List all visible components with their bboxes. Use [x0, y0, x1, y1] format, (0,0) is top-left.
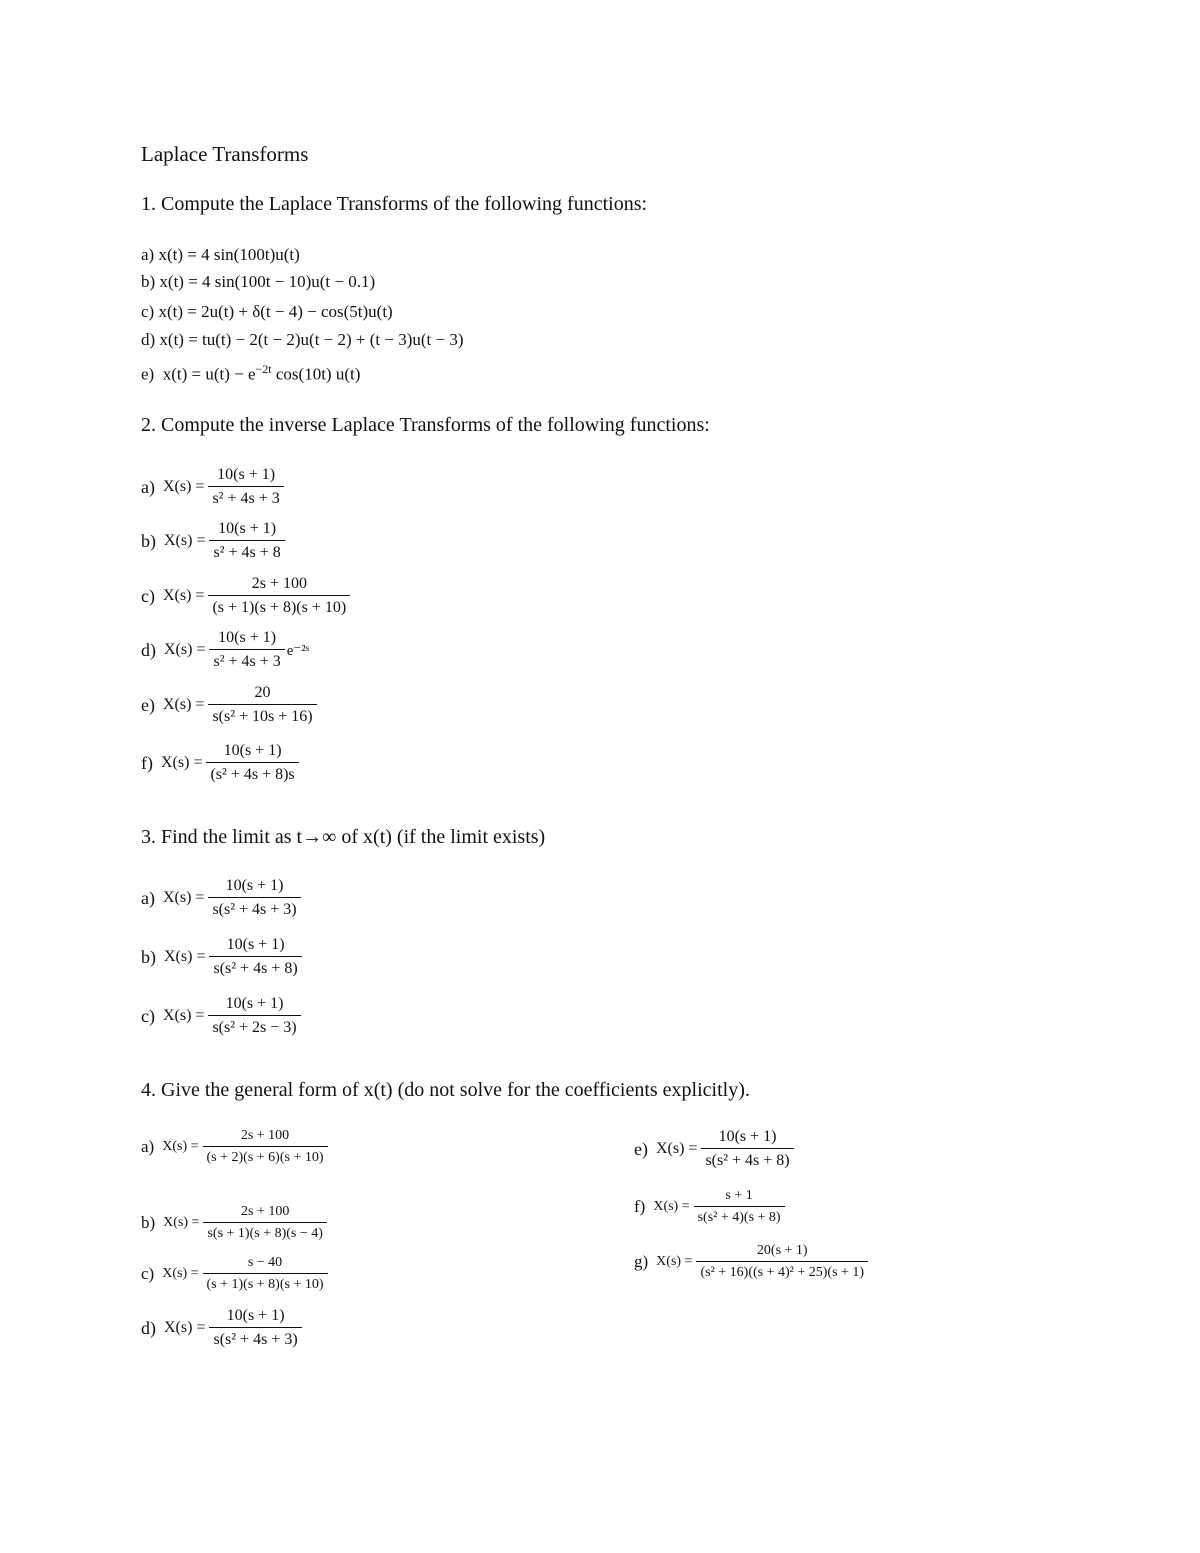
q4-item-g-label: g)	[634, 1252, 649, 1271]
q2-item-b-fraction	[209, 520, 284, 562]
q2-item-a-label: a)	[141, 476, 155, 497]
q4-item-c-lhs: X(s) =	[162, 1266, 199, 1281]
q2-item-c	[141, 575, 350, 617]
denominator: s(s² + 4s + 8)	[701, 1148, 793, 1170]
q4-item-f	[634, 1188, 785, 1226]
numerator: 2s + 100	[240, 1128, 290, 1143]
q4-item-b-fraction	[203, 1204, 326, 1242]
q4-item-a	[141, 1128, 328, 1166]
numerator: 20	[254, 684, 271, 701]
q2-item-c-label: c)	[141, 585, 155, 606]
numerator: 2s + 100	[251, 575, 307, 592]
q1-item-e-pre: x(t) = u(t) − e	[162, 364, 256, 384]
numerator: 10(s + 1)	[218, 520, 277, 537]
denominator: s(s² + 4)(s + 8)	[694, 1206, 785, 1226]
q2-item-c-fraction	[208, 575, 350, 617]
q2-heading: 2. Compute the inverse Laplace Transforms of the following functions:	[141, 414, 710, 436]
q3-item-a-lhs: X(s) =	[162, 889, 205, 906]
q4-item-f-lhs: X(s) =	[653, 1199, 690, 1214]
q1-item-c: c) x(t) = 2u(t) + δ(t − 4) − cos(5t)u(t)	[141, 302, 393, 321]
denominator: (s² + 4s + 8)s	[206, 762, 298, 784]
q1-item-a: a) x(t) = 4 sin(100t)u(t)	[141, 245, 300, 264]
q2-item-d-exp-factor: e⁻²ˢ	[286, 642, 310, 659]
q4-item-f-fraction	[694, 1188, 785, 1226]
numerator: 10(s + 1)	[226, 1307, 285, 1324]
numerator: s + 1	[725, 1188, 753, 1203]
q4-item-d-lhs: X(s) =	[164, 1319, 206, 1336]
q3-item-a-label: a)	[141, 887, 155, 908]
q3-item-c-lhs: X(s) =	[162, 1007, 205, 1024]
page-title: Laplace Transforms	[141, 142, 309, 166]
denominator: s² + 4s + 3	[209, 649, 284, 671]
q1-item-e-post: cos(10t) u(t)	[271, 364, 361, 384]
q1-item-e-label: e)	[141, 364, 155, 384]
q2-item-b	[141, 520, 285, 562]
q2-item-e-label: e)	[141, 694, 155, 715]
q4-item-a-label: a)	[141, 1137, 155, 1156]
q1-heading: 1. Compute the Laplace Transforms of the following functions:	[141, 193, 648, 215]
q2-item-e	[141, 684, 317, 726]
denominator: (s + 2)(s + 6)(s + 10)	[203, 1146, 328, 1166]
q4-item-e-fraction	[701, 1128, 793, 1170]
q4-item-g-fraction	[696, 1243, 868, 1281]
denominator: s(s² + 4s + 8)	[209, 956, 301, 978]
q4-item-d	[141, 1307, 302, 1349]
denominator: s(s + 1)(s + 8)(s − 4)	[203, 1222, 326, 1242]
numerator: 2s + 100	[241, 1204, 290, 1219]
q3-item-b-label: b)	[141, 946, 156, 967]
numerator: 10(s + 1)	[225, 877, 284, 894]
q2-item-d	[141, 629, 309, 671]
q3-item-c	[141, 995, 301, 1037]
q3-item-b	[141, 936, 302, 978]
q4-heading: 4. Give the general form of x(t) (do not solve for the coefficients explicitly).	[141, 1079, 750, 1101]
numerator: 10(s + 1)	[217, 466, 276, 483]
q1-item-e-exponent: −2t	[255, 362, 272, 376]
q2-item-d-fraction	[209, 629, 284, 671]
q3-item-b-fraction	[209, 936, 301, 978]
q4-item-g	[634, 1243, 868, 1281]
q3-item-a-fraction	[208, 877, 300, 919]
q3-heading: 3. Find the limit as t→∞ of x(t) (if the limit exists)	[141, 826, 546, 848]
numerator: 20(s + 1)	[756, 1243, 808, 1258]
q4-item-f-label: f)	[634, 1197, 646, 1216]
q2-item-c-lhs: X(s) =	[162, 587, 205, 604]
q3-item-c-fraction	[208, 995, 300, 1037]
denominator: s² + 4s + 3	[208, 486, 283, 508]
numerator: 10(s + 1)	[225, 995, 284, 1012]
q2-item-d-lhs: X(s) =	[164, 641, 206, 658]
denominator: s(s² + 2s − 3)	[208, 1015, 300, 1037]
q4-item-e-label: e)	[634, 1138, 648, 1159]
q4-item-e-lhs: X(s) =	[655, 1140, 698, 1157]
q1-item-e	[141, 362, 360, 385]
numerator: 10(s + 1)	[218, 629, 277, 646]
q4-item-a-lhs: X(s) =	[162, 1139, 199, 1154]
q2-item-f-fraction	[206, 742, 298, 784]
q4-item-c-fraction	[203, 1255, 328, 1293]
q1-item-d: d) x(t) = tu(t) − 2(t − 2)u(t − 2) + (t − 3)u(t − 3)	[141, 330, 464, 349]
q4-item-e	[634, 1128, 794, 1170]
q2-item-e-fraction	[208, 684, 316, 726]
q4-item-d-fraction	[209, 1307, 301, 1349]
denominator: s(s² + 4s + 3)	[208, 897, 300, 919]
q2-item-a	[141, 466, 284, 508]
q4-item-d-label: d)	[141, 1317, 156, 1338]
q2-item-f-lhs: X(s) =	[161, 754, 203, 771]
q3-item-c-label: c)	[141, 1005, 155, 1026]
q2-item-f	[141, 742, 299, 784]
denominator: s² + 4s + 8	[209, 540, 284, 562]
q2-item-a-lhs: X(s) =	[162, 478, 205, 495]
q3-item-b-lhs: X(s) =	[164, 948, 206, 965]
q4-item-c	[141, 1255, 328, 1293]
q2-item-a-fraction	[208, 466, 283, 508]
q4-item-b-lhs: X(s) =	[163, 1215, 200, 1230]
denominator: s(s² + 4s + 3)	[209, 1327, 301, 1349]
q4-item-a-fraction	[203, 1128, 328, 1166]
q4-item-g-lhs: X(s) =	[656, 1254, 693, 1269]
denominator: (s + 1)(s + 8)(s + 10)	[203, 1273, 328, 1293]
numerator: 10(s + 1)	[223, 742, 282, 759]
q2-item-d-label: d)	[141, 639, 156, 660]
denominator: (s² + 16)((s + 4)² + 25)(s + 1)	[696, 1261, 868, 1281]
q4-item-c-label: c)	[141, 1264, 155, 1283]
denominator: (s + 1)(s + 8)(s + 10)	[208, 595, 350, 617]
numerator: 10(s + 1)	[718, 1128, 777, 1145]
denominator: s(s² + 10s + 16)	[208, 704, 316, 726]
q4-item-b	[141, 1204, 327, 1242]
q2-item-b-label: b)	[141, 530, 156, 551]
q3-item-a	[141, 877, 301, 919]
numerator: 10(s + 1)	[226, 936, 285, 953]
numerator: s − 40	[247, 1255, 283, 1270]
q2-item-f-label: f)	[141, 752, 153, 773]
q2-item-b-lhs: X(s) =	[164, 532, 206, 549]
q2-item-e-lhs: X(s) =	[162, 696, 205, 713]
q1-item-b: b) x(t) = 4 sin(100t − 10)u(t − 0.1)	[141, 272, 376, 291]
q4-item-b-label: b)	[141, 1213, 156, 1232]
